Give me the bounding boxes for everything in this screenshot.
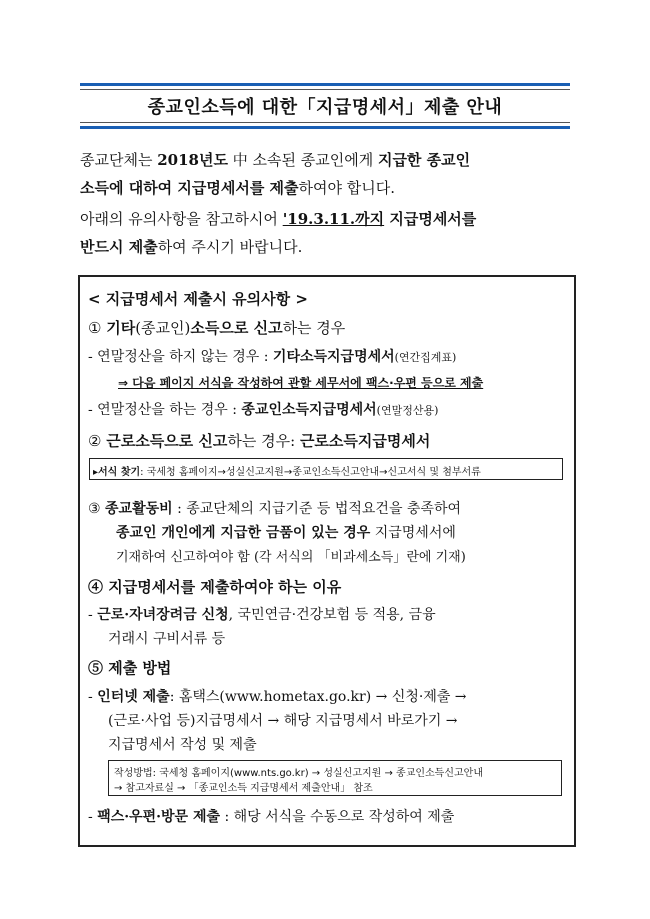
s3-l1-a: ③ [88,501,106,517]
box-header: < 지급명세서 제출시 유의사항 > [88,290,308,308]
s1-l3-a: - 연말정산을 하는 경우 : [88,402,242,418]
s2-head-c: 하는 경우: [227,432,300,450]
intro-line-1 [80,146,572,174]
s1-l1-b: 기타소득지급명세서 [272,349,395,365]
intro2-b: '19.3.11.까지 [282,210,385,228]
s1-head-e: 하는 경우 [282,319,346,337]
s3-l1-b: 종교활동비 [105,501,173,517]
s5-line-3: 지급명세서 작성 및 제출 [108,737,257,753]
intro1-b: 2018년도 [157,151,228,169]
s3-line-1 [88,498,461,518]
s3-l2-a: 종교인 개인에게 지급한 금품이 있는 경우 [116,525,371,541]
s2-head-b: 근로소득으로 신고 [106,432,228,450]
s2-head-a: ② [88,432,107,450]
title-box-inner [80,89,570,123]
s5-note-box [108,760,562,796]
s1-line-2: ⇒ 다음 페이지 서식을 작성하여 관할 세무서에 팩스·우편 등으로 제출 [118,376,484,390]
s1-l3-c: (연말정산용) [376,404,439,417]
intro-line-2 [80,174,572,202]
s5-line-1 [88,686,467,706]
intro-line-4 [80,233,572,261]
s5-l1-a: - [88,689,98,705]
s5-l4-b: 팩스·우편·방문 제출 [97,809,221,825]
s1-l1-c: (연간집계표) [394,351,457,364]
intro1-e: 소득에 대하여 지급명세서를 제출 [80,179,299,197]
s4-line-1 [88,604,436,624]
intro2-a: 아래의 유의사항을 참고하시어 [80,210,283,228]
s2-head-d: 근로소득지급명세서 [299,432,431,450]
intro-paragraph-2 [80,205,572,261]
intro-line-3 [80,205,572,233]
s1-head-b: 기타 [106,319,136,337]
s5-l1-b: 인터넷 제출 [97,689,170,705]
s5-note-line-2: → 참고자료실 → 「종교인소득 지급명세서 제출안내」 참조 [114,783,373,794]
intro1-c: 中 소속된 종교인에게 [227,151,378,169]
s1-head-a: ① [88,319,107,337]
s4-line-2: 거래시 구비서류 등 [108,631,226,647]
s1-l3-b: 종교인소득지급명세서 [241,402,377,418]
s5-l1-c: : 홈택스(www.hometax.go.kr) → 신청·제출 → [169,689,467,705]
intro1-d: 지급한 종교인 [377,151,471,169]
s1-head-c: (종교인) [135,319,191,337]
s2-note-a: ▸서식 찾기 [93,467,141,478]
s2-note-b: : 국세청 홈페이지→성실신고지원→종교인소득신고안내→신고서식 및 첨부서류 [140,467,481,478]
s4-heading: ④ 지급명세서를 제출하여야 하는 이유 [88,578,342,596]
s3-l1-c: : 종교단체의 지급기준 등 법적요건을 충족하여 [172,501,462,517]
s2-note-text [93,463,481,478]
intro2-c: 지급명세서를 [384,210,477,228]
s3-l2-b: 지급명세서에 [370,525,456,541]
page-title: 종교인소득에 대한「지급명세서」제출 안내 [147,97,503,118]
s5-l4-a: - [88,809,98,825]
s2-heading [88,430,430,451]
s1-heading [88,317,345,338]
s4-l1-b: 근로·자녀장려금 신청 [97,607,229,623]
s4-l1-c: , 국민연금·건강보험 등 적용, 금융 [228,607,436,623]
s5-note-line-1: 작성방법: 국세청 홈페이지(www.nts.go.kr) → 성실신고지원 → 종교인소득신고안내 [114,768,483,779]
s5-l4-c: : 해당 서식을 수동으로 작성하여 제출 [220,809,455,825]
s3-line-2 [116,522,456,542]
s5-line-4 [88,806,454,826]
intro2-e: 하여 주시기 바랍니다. [157,238,303,256]
s1-line-3 [88,399,438,419]
s5-heading: ⑤ 제출 방법 [88,659,172,677]
s5-line-2: (근로·사업 등)지급명세서 → 해당 지급명세서 바로가기 → [108,713,458,729]
s2-note-box [89,458,563,480]
s1-line-1 [88,346,456,366]
s1-l1-a: - 연말정산을 하지 않는 경우 : [88,349,273,365]
intro1-a: 종교단체는 [80,151,158,169]
s1-head-d: 소득으로 신고 [190,319,283,337]
s4-l1-a: - [88,607,98,623]
title-box [80,83,570,129]
s3-line-3: 기재하여 신고하여야 함 (각 서식의 「비과세소득」란에 기재) [116,550,466,565]
intro2-d: 반드시 제출 [80,238,158,256]
intro1-f: 하여야 합니다. [298,179,396,197]
intro-paragraph-1 [80,146,572,202]
